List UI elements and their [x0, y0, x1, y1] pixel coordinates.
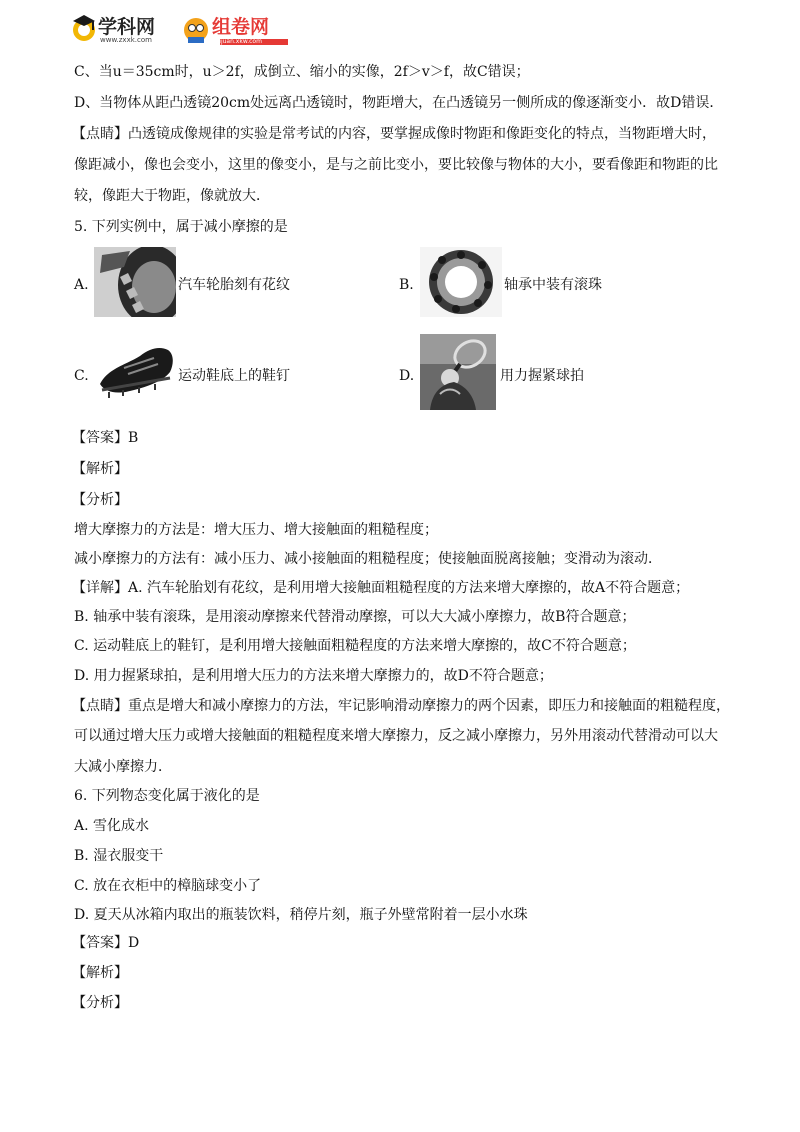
q6-option-b: B. 湿衣服变干 — [74, 848, 164, 864]
logo-right-sub: zujuan.xkw.com — [214, 38, 262, 45]
q6-option-c: C. 放在衣柜中的樟脑球变小了 — [74, 878, 262, 894]
text-line: C. 运动鞋底上的鞋钉，是利用增大接触面粗糙程度的方法来增大摩擦的，故C不符合题意； — [74, 638, 636, 654]
option-b-letter: B. — [399, 277, 414, 293]
answer-label: 【答案】D — [72, 935, 140, 951]
q6-option-a: A. 雪化成水 — [74, 818, 150, 834]
text-line: D、当物体从距凸透镜20cm处远离凸透镜时，物距增大，在凸透镜另一侧所成的像逐渐变小．故D错误． — [74, 95, 724, 111]
bearing-image — [420, 247, 502, 317]
text-line: B. 轴承中装有滚珠，是用滚动摩擦来代替滑动摩擦，可以大大减小摩擦力，故B符合题意； — [74, 609, 636, 625]
tire-image — [94, 247, 176, 317]
option-a-letter: A. — [74, 277, 89, 293]
question-6-stem: 6. 下列物态变化属于液化的是 — [74, 788, 260, 804]
text-line: 增大摩擦力的方法是：增大压力、增大接触面的粗糙程度； — [74, 522, 438, 538]
q6-option-d: D. 夏天从冰箱内取出的瓶装饮料，稍停片刻，瓶子外壁常附着一层小水珠 — [74, 907, 528, 923]
logo-right-main: 组卷网 — [212, 16, 270, 38]
option-d-text: 用力握紧球拍 — [500, 368, 584, 384]
spike-shoe-image — [94, 338, 178, 408]
text-line: 大减小摩擦力． — [74, 759, 172, 775]
text-line: 【点睛】凸透镜成像规律的实验是常考试的内容，要掌握成像时物距和像距变化的特点，当物距增大时， — [72, 126, 716, 142]
option-b-text: 轴承中装有滚珠 — [504, 277, 602, 293]
analysis-label: 【解析】 — [72, 965, 128, 981]
text-line: C、当u＝35cm时，u＞2f，成倒立、缩小的实像，2f＞v＞f，故C错误； — [74, 64, 530, 80]
text-line: 像距减小，像也会变小，这里的像变小，是与之前比变小，要比较像与物体的大小，要看像距和物距的比 — [74, 157, 718, 173]
option-c-letter: C. — [74, 368, 89, 384]
options-row-ab — [74, 243, 734, 323]
question-5-stem: 5. 下列实例中，属于减小摩擦的是 — [74, 219, 288, 235]
header-logos — [70, 10, 310, 50]
analysis-sub-label: 【分析】 — [72, 995, 128, 1011]
option-d-letter: D. — [399, 368, 415, 384]
logo-left-sub: www.zxxk.com — [100, 36, 152, 44]
options-row-cd — [74, 334, 734, 414]
analysis-sub-label: 【分析】 — [72, 492, 128, 508]
text-line: 可以通过增大压力或增大接触面的粗糙程度来增大摩擦力，反之减小摩擦力，另外用滚动代替滑动可以大 — [74, 728, 718, 744]
analysis-label: 【解析】 — [72, 461, 128, 477]
text-line: 【详解】A. 汽车轮胎划有花纹，是利用增大接触面粗糙程度的方法来增大摩擦的，故A不符合题意； — [72, 580, 690, 596]
racket-image — [420, 334, 496, 410]
option-a-text: 汽车轮胎刻有花纹 — [178, 277, 290, 293]
text-line: 较，像距大于物距，像就放大． — [74, 188, 270, 204]
text-line: 减小摩擦力的方法有：减小压力、减小接触面的粗糙程度；使接触面脱离接触；变滑动为滚动． — [74, 551, 662, 567]
logo-left-main: 学科网 — [98, 16, 156, 38]
answer-label: 【答案】B — [72, 430, 139, 446]
text-line: 【点睛】重点是增大和减小摩擦力的方法，牢记影响滑动摩擦力的两个因素，即压力和接触面的粗糙程度， — [72, 698, 730, 714]
text-line: D. 用力握紧球拍，是利用增大压力的方法来增大摩擦力的，故D不符合题意； — [74, 668, 553, 684]
option-c-text: 运动鞋底上的鞋钉 — [178, 368, 290, 384]
